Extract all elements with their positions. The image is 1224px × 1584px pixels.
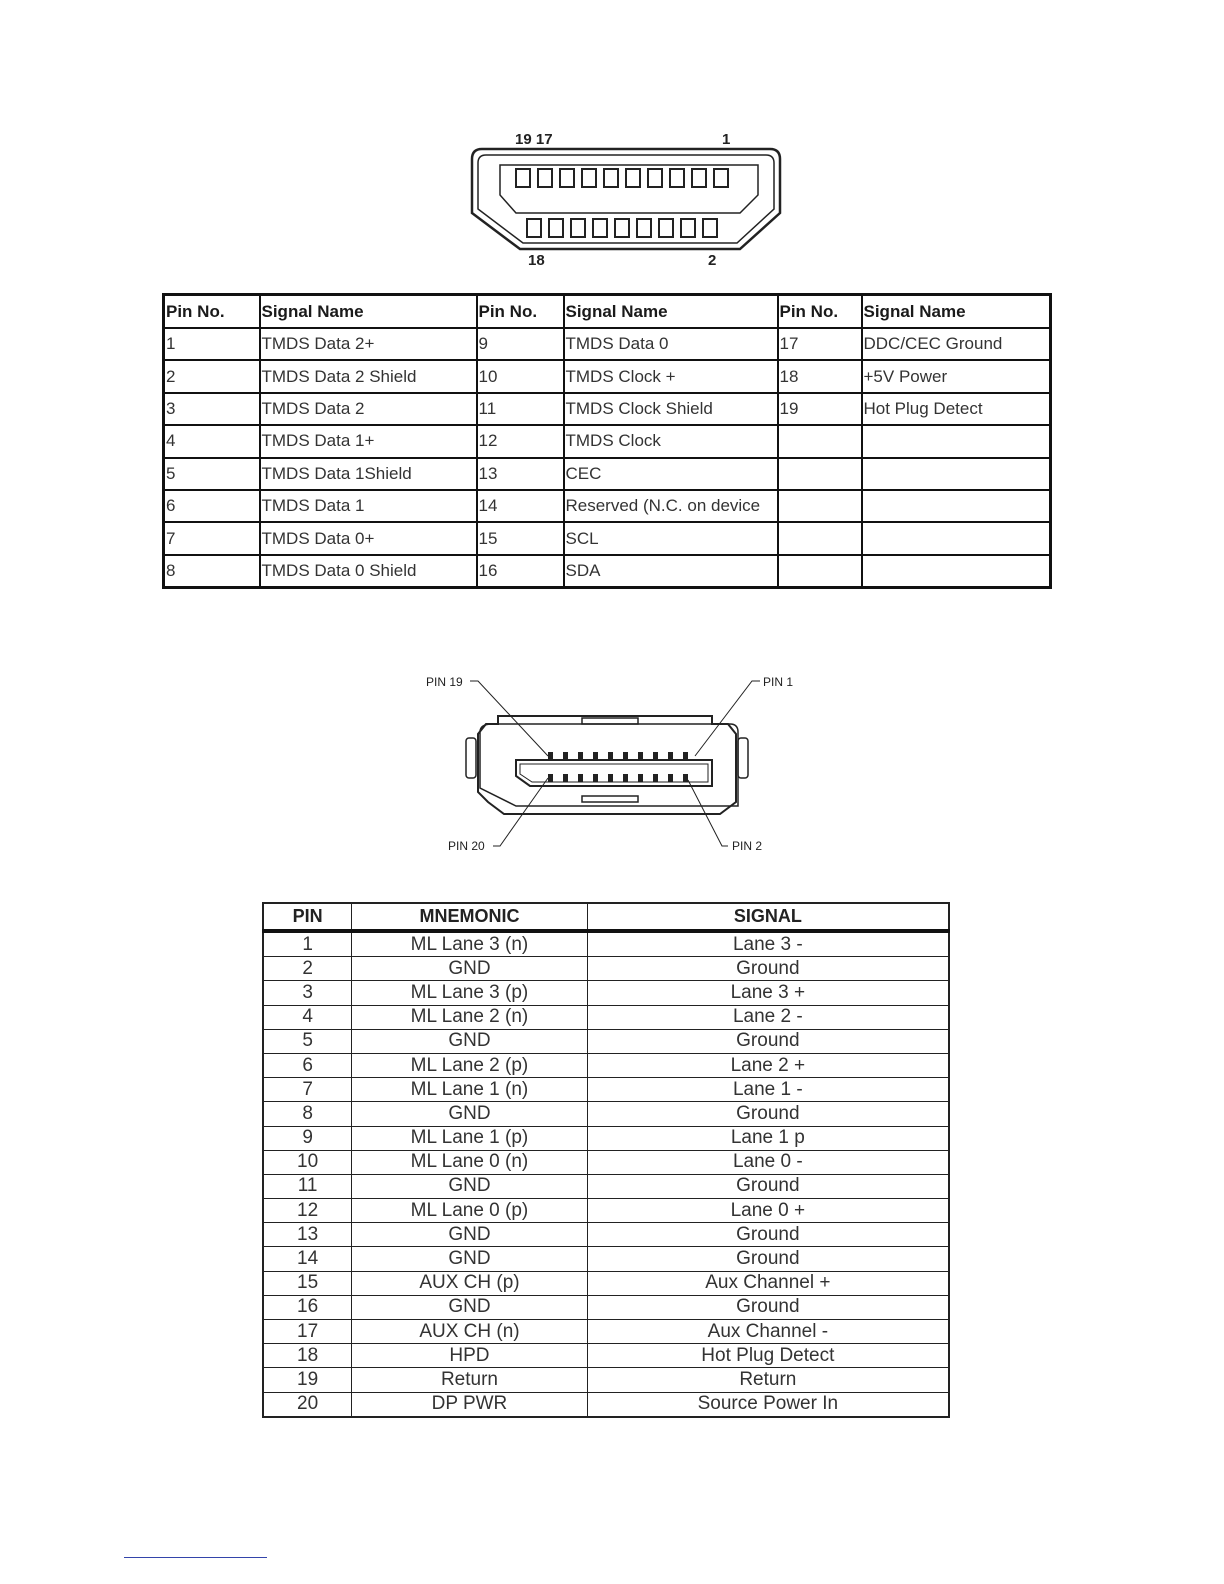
dp-pin [683,752,688,760]
dp-pin [608,752,613,760]
table-cell: 1 [164,328,260,360]
hdmi-pin [560,169,574,187]
hdmi-pin-label-18: 18 [528,252,545,269]
hdmi-pin [637,219,651,237]
table-cell: DP PWR [352,1392,587,1417]
dp-pin [653,752,658,760]
table-cell: ML Lane 1 (n) [352,1078,587,1102]
table-row [263,1344,949,1368]
table-cell: Ground [587,1247,949,1271]
dp-pin [593,774,598,782]
hdmi-pin [549,219,563,237]
hdmi-pin [626,169,640,187]
table-cell [778,555,862,588]
dp-pin [548,752,553,760]
table-cell: 2 [263,957,352,981]
table-cell [778,522,862,554]
dp-pin [623,752,628,760]
table-cell: Source Power In [587,1392,949,1417]
table-cell: Ground [587,1174,949,1198]
table-cell: Lane 3 + [587,981,949,1005]
table-cell: GND [352,1223,587,1247]
hdmi-pinout-table [162,293,1052,589]
column-header: Signal Name [260,295,477,329]
table-cell: 18 [263,1344,352,1368]
table-cell: 5 [164,458,260,490]
table-cell: 18 [778,360,862,392]
table-cell: 12 [263,1199,352,1223]
table-cell: 7 [263,1078,352,1102]
table-cell: 13 [477,458,564,490]
table-cell: TMDS Data 0 [564,328,778,360]
table-cell: ML Lane 2 (p) [352,1053,587,1077]
table-cell: ML Lane 0 (n) [352,1150,587,1174]
table-cell [862,522,1051,554]
table-cell: Lane 2 - [587,1005,949,1029]
hdmi-pin [604,169,618,187]
table-cell: Lane 1 p [587,1126,949,1150]
table-row [164,360,1051,392]
table-cell [778,458,862,490]
table-row [263,1053,949,1077]
table-cell: 17 [263,1320,352,1344]
displayport-connector-diagram [420,668,800,858]
column-header: SIGNAL [587,903,949,931]
table-row [263,1368,949,1392]
table-cell: Aux Channel - [587,1320,949,1344]
table-cell: 8 [164,555,260,588]
dp-pin [623,774,628,782]
table-cell: GND [352,1295,587,1319]
table-row [263,931,949,957]
table-row [263,1005,949,1029]
hdmi-pin [538,169,552,187]
table-row [164,328,1051,360]
table-cell: GND [352,1174,587,1198]
table-cell: 19 [778,393,862,425]
column-header: Signal Name [862,295,1051,329]
table-cell: 20 [263,1392,352,1417]
table-cell [778,490,862,522]
table-row [164,458,1051,490]
table-cell: ML Lane 2 (n) [352,1005,587,1029]
table-cell: 2 [164,360,260,392]
hdmi-pin [714,169,728,187]
dp-pin [608,774,613,782]
table-cell [862,425,1051,457]
column-header: Signal Name [564,295,778,329]
table-cell: ML Lane 3 (n) [352,931,587,957]
table-cell: Hot Plug Detect [587,1344,949,1368]
table-cell: 9 [263,1126,352,1150]
table-row [164,393,1051,425]
table-cell: Ground [587,1102,949,1126]
table-cell: 10 [477,360,564,392]
table-row [263,1102,949,1126]
table-cell: DDC/CEC Ground [862,328,1051,360]
table-row [263,1150,949,1174]
table-cell: 17 [778,328,862,360]
dp-pin [578,752,583,760]
table-cell: CEC [564,458,778,490]
table-cell [862,555,1051,588]
table-row [263,1392,949,1417]
table-row [263,981,949,1005]
table-cell: 6 [164,490,260,522]
table-cell: SCL [564,522,778,554]
table-cell: 4 [263,1005,352,1029]
table-row [263,1320,949,1344]
column-header: Pin No. [477,295,564,329]
table-row [164,555,1051,588]
table-cell: +5V Power [862,360,1051,392]
hdmi-pin [692,169,706,187]
table-row [263,1174,949,1198]
table-cell: 5 [263,1029,352,1053]
dp-pin-label-1: PIN 1 [763,675,794,689]
table-cell: TMDS Data 2 Shield [260,360,477,392]
table-cell: 13 [263,1223,352,1247]
table-cell: ML Lane 1 (p) [352,1126,587,1150]
table-cell: 19 [263,1368,352,1392]
dp-pin [548,774,553,782]
table-row [263,1199,949,1223]
table-cell: TMDS Clock Shield [564,393,778,425]
table-row [164,425,1051,457]
table-cell: Ground [587,1295,949,1319]
table-cell: 8 [263,1102,352,1126]
dp-pin-label-20: PIN 20 [448,839,485,853]
hdmi-pin-label-2: 2 [708,252,717,269]
table-cell: Return [587,1368,949,1392]
column-header: Pin No. [778,295,862,329]
table-row [263,1223,949,1247]
dp-pin [563,774,568,782]
table-cell: Hot Plug Detect [862,393,1051,425]
table-cell: AUX CH (n) [352,1320,587,1344]
table-cell: Ground [587,1029,949,1053]
table-cell: GND [352,957,587,981]
dp-pin [683,774,688,782]
hdmi-pin [593,219,607,237]
table-row [263,957,949,981]
table-cell [862,490,1051,522]
table-cell: 14 [263,1247,352,1271]
table-cell: GND [352,1102,587,1126]
table-cell: Lane 1 - [587,1078,949,1102]
column-header: MNEMONIC [352,903,587,931]
dp-pin [668,752,673,760]
hdmi-pin [703,219,717,237]
dp-pin [593,752,598,760]
hdmi-pin [615,219,629,237]
table-cell: 3 [164,393,260,425]
table-cell: Ground [587,1223,949,1247]
table-cell: SDA [564,555,778,588]
table-cell: Lane 0 - [587,1150,949,1174]
table-cell: Ground [587,957,949,981]
table-cell: 16 [477,555,564,588]
table-row [263,1078,949,1102]
table-cell: GND [352,1029,587,1053]
table-cell: TMDS Data 1 [260,490,477,522]
table-cell: TMDS Data 0+ [260,522,477,554]
table-cell: TMDS Data 1+ [260,425,477,457]
hdmi-pin [648,169,662,187]
table-cell: AUX CH (p) [352,1271,587,1295]
displayport-pinout-table [262,902,950,1418]
table-row [164,522,1051,554]
hdmi-pin [659,219,673,237]
dp-pin [578,774,583,782]
dp-pin [653,774,658,782]
table-cell: TMDS Clock [564,425,778,457]
table-cell: TMDS Data 2+ [260,328,477,360]
hdmi-pin-label-19-17: 19 17 [515,131,553,148]
dp-pin-label-2: PIN 2 [732,839,763,853]
table-row [263,1295,949,1319]
hdmi-pin-label-1: 1 [722,131,731,148]
table-row [263,1126,949,1150]
table-cell [862,458,1051,490]
table-cell: Reserved (N.C. on device [564,490,778,522]
table-header-row [164,295,1051,329]
table-row [164,490,1051,522]
table-cell: 7 [164,522,260,554]
table-cell: 15 [263,1271,352,1295]
table-cell: 11 [477,393,564,425]
table-cell: 16 [263,1295,352,1319]
table-cell: 1 [263,931,352,957]
column-header: Pin No. [164,295,260,329]
hdmi-pin [571,219,585,237]
table-cell: 9 [477,328,564,360]
table-cell: ML Lane 0 (p) [352,1199,587,1223]
table-cell: ML Lane 3 (p) [352,981,587,1005]
table-cell: 4 [164,425,260,457]
dp-pin [638,752,643,760]
dp-pin-label-19: PIN 19 [426,675,463,689]
table-row [263,1029,949,1053]
column-header: PIN [263,903,352,931]
table-cell: TMDS Data 2 [260,393,477,425]
table-cell: Aux Channel + [587,1271,949,1295]
table-cell: Return [352,1368,587,1392]
table-cell: TMDS Data 0 Shield [260,555,477,588]
table-cell: Lane 3 - [587,931,949,957]
hdmi-connector-diagram [460,125,790,275]
footnote-divider [124,1557,267,1558]
table-cell: 3 [263,981,352,1005]
table-cell: 12 [477,425,564,457]
table-cell: Lane 2 + [587,1053,949,1077]
table-row [263,1247,949,1271]
table-cell: TMDS Clock + [564,360,778,392]
dp-pin [563,752,568,760]
table-row [263,1271,949,1295]
table-cell: TMDS Data 1Shield [260,458,477,490]
dp-pin [638,774,643,782]
table-cell: HPD [352,1344,587,1368]
hdmi-pin [670,169,684,187]
table-cell: GND [352,1247,587,1271]
hdmi-pin [516,169,530,187]
hdmi-pin [681,219,695,237]
hdmi-pin [582,169,596,187]
table-cell: 11 [263,1174,352,1198]
table-cell: 6 [263,1053,352,1077]
table-cell: 15 [477,522,564,554]
table-header-row [263,903,949,931]
table-cell [778,425,862,457]
hdmi-pin [527,219,541,237]
table-cell: Lane 0 + [587,1199,949,1223]
table-cell: 14 [477,490,564,522]
table-cell: 10 [263,1150,352,1174]
dp-pin [668,774,673,782]
